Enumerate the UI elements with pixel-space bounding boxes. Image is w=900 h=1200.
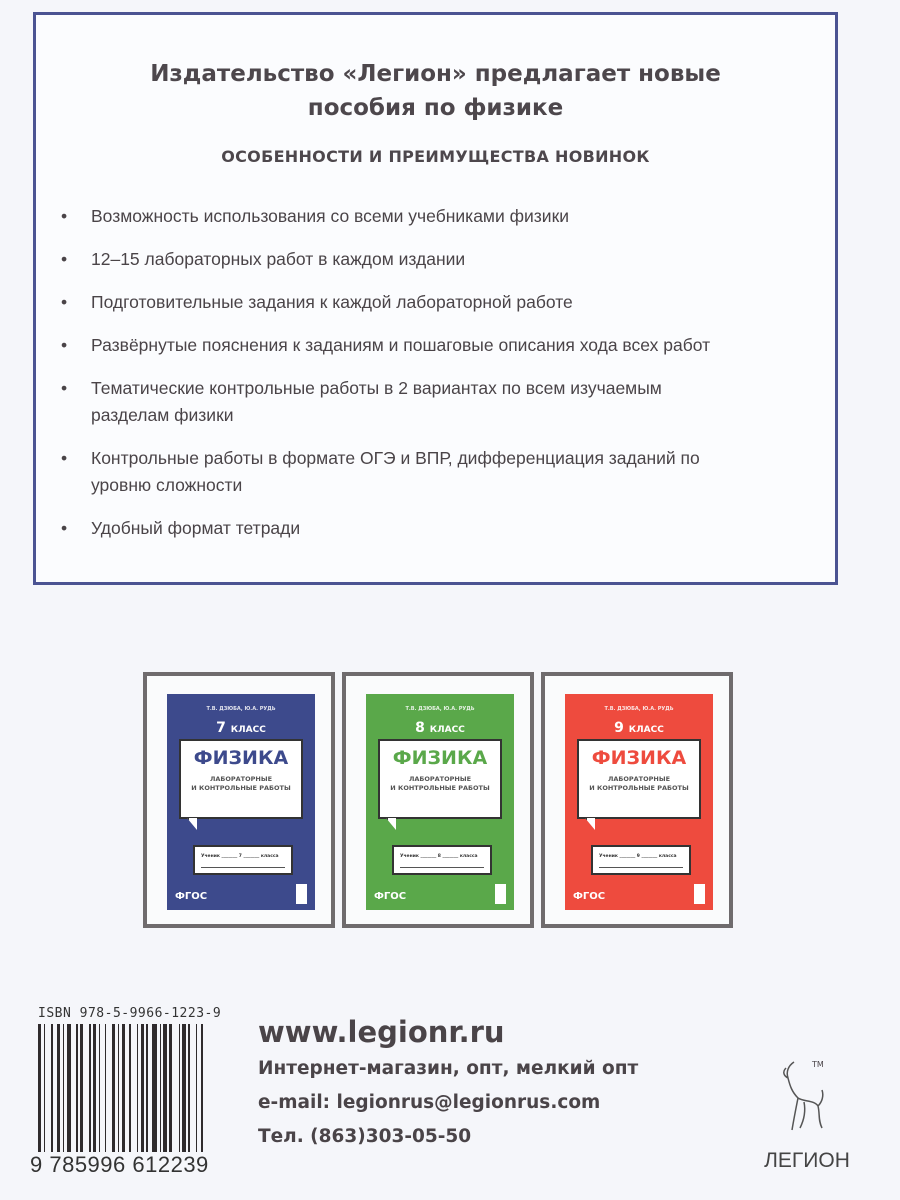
book-description: ЛАБОРАТОРНЫЕ И КОНТРОЛЬНЫЕ РАБОТЫ	[589, 775, 689, 792]
barcode-bar	[80, 1024, 83, 1152]
email-link[interactable]: e-mail: legionrus@legionrus.com	[258, 1092, 601, 1113]
barcode-bar	[152, 1024, 157, 1152]
isbn-text: ISBN 978-5-9966-1223-9	[38, 1006, 222, 1021]
features-panel	[33, 12, 838, 585]
barcode-bar	[137, 1024, 139, 1152]
book-authors: Т.В. ДЗЮБА, Ю.А. РУДЬ	[405, 706, 475, 712]
barcode-bar	[89, 1024, 91, 1152]
title-speech-bubble	[179, 739, 303, 819]
student-name-field: Ученик _______ 8 _______ класса	[392, 845, 492, 875]
barcode-bar	[146, 1024, 148, 1152]
publisher-logo-icon	[296, 884, 307, 904]
title-line-1: Издательство «Легион» предлагает новые	[150, 61, 721, 87]
barcode-bar	[196, 1024, 198, 1152]
feature-item: • Подготовительные задания к каждой лабораторной работе	[61, 289, 821, 316]
feature-item: • 12–15 лабораторных работ в каждом издании	[61, 246, 821, 273]
trademark: TM	[812, 1060, 824, 1069]
barcode-bar	[188, 1024, 190, 1152]
book-cover	[366, 694, 514, 910]
barcode-bar	[169, 1024, 172, 1152]
publisher-logo-icon	[495, 884, 506, 904]
barcode-bar	[38, 1024, 41, 1152]
bubble-tail	[386, 818, 396, 830]
page-title	[36, 57, 835, 125]
title-line-2: пособия по физике	[307, 95, 564, 121]
book-subject: ФИЗИКА	[591, 747, 687, 769]
barcode-bar	[44, 1024, 46, 1152]
logo-name: ЛЕГИОН	[764, 1149, 850, 1172]
book-cover-frame	[143, 672, 335, 928]
horse-icon	[774, 1058, 834, 1138]
website-link[interactable]: www.legionr.ru	[258, 1015, 505, 1049]
barcode-bar	[163, 1024, 166, 1152]
book-cover	[167, 694, 315, 910]
barcode-bar	[141, 1024, 144, 1152]
student-name-field: Ученик _______ 9 _______ класса	[591, 845, 691, 875]
shop-info: Интернет-магазин, опт, мелкий опт	[258, 1058, 639, 1079]
feature-item: • Возможность использования со всеми учебниками физики	[61, 203, 821, 230]
feature-item: • Удобный формат тетради	[61, 515, 821, 542]
fgos-label: ФГОС	[374, 891, 407, 902]
features-list	[61, 203, 821, 558]
barcode-bar	[118, 1024, 120, 1152]
barcode-bar	[122, 1024, 125, 1152]
barcode-bar	[67, 1024, 72, 1152]
barcode	[38, 1024, 248, 1152]
barcode-bar	[99, 1024, 101, 1152]
fgos-label: ФГОС	[175, 891, 208, 902]
bubble-tail	[585, 818, 595, 830]
barcode-bar	[201, 1024, 203, 1152]
publisher-logo-icon	[694, 884, 705, 904]
book-cover	[565, 694, 713, 910]
barcode-bar	[51, 1024, 53, 1152]
book-authors: Т.В. ДЗЮБА, Ю.А. РУДЬ	[206, 706, 276, 712]
barcode-bar	[112, 1024, 115, 1152]
feature-item: • Тематические контрольные работы в 2 вариантах по всем изучаемым разделам физики	[61, 375, 701, 429]
barcode-bar	[129, 1024, 131, 1152]
feature-item: • Контрольные работы в формате ОГЭ и ВПР, дифференциация заданий по уровню сложности	[61, 445, 741, 499]
book-cover-frame	[342, 672, 534, 928]
barcode-bar	[179, 1024, 181, 1152]
contacts	[258, 1012, 638, 1154]
fgos-label: ФГОС	[573, 891, 606, 902]
book-description: ЛАБОРАТОРНЫЕ И КОНТРОЛЬНЫЕ РАБОТЫ	[191, 775, 291, 792]
barcode-bar	[160, 1024, 162, 1152]
barcode-bar	[105, 1024, 107, 1152]
barcode-number: 9 785996 612239	[30, 1152, 209, 1177]
book-subject: ФИЗИКА	[193, 747, 289, 769]
bubble-tail	[187, 818, 197, 830]
book-subject: ФИЗИКА	[392, 747, 488, 769]
student-name-field: Ученик _______ 7 _______ класса	[193, 845, 293, 875]
subtitle: ОСОБЕННОСТИ И ПРЕИМУЩЕСТВА НОВИНОК	[221, 147, 650, 166]
barcode-bar	[57, 1024, 60, 1152]
book-grade: 7 КЛАСС	[216, 720, 266, 736]
legion-logo	[752, 1058, 862, 1173]
book-description: ЛАБОРАТОРНЫЕ И КОНТРОЛЬНЫЕ РАБОТЫ	[390, 775, 490, 792]
book-grade: 8 КЛАСС	[415, 720, 465, 736]
barcode-bar	[182, 1024, 185, 1152]
book-cover-frame	[541, 672, 733, 928]
barcode-bar	[76, 1024, 78, 1152]
barcode-bar	[63, 1024, 65, 1152]
title-speech-bubble	[378, 739, 502, 819]
book-grade: 9 КЛАСС	[614, 720, 664, 736]
book-authors: Т.В. ДЗЮБА, Ю.А. РУДЬ	[604, 706, 674, 712]
title-speech-bubble	[577, 739, 701, 819]
phone-number: Тел. (863)303-05-50	[258, 1126, 472, 1147]
barcode-bar	[93, 1024, 96, 1152]
feature-item: • Развёрнутые пояснения к заданиям и пошаговые описания хода всех работ	[61, 332, 821, 359]
